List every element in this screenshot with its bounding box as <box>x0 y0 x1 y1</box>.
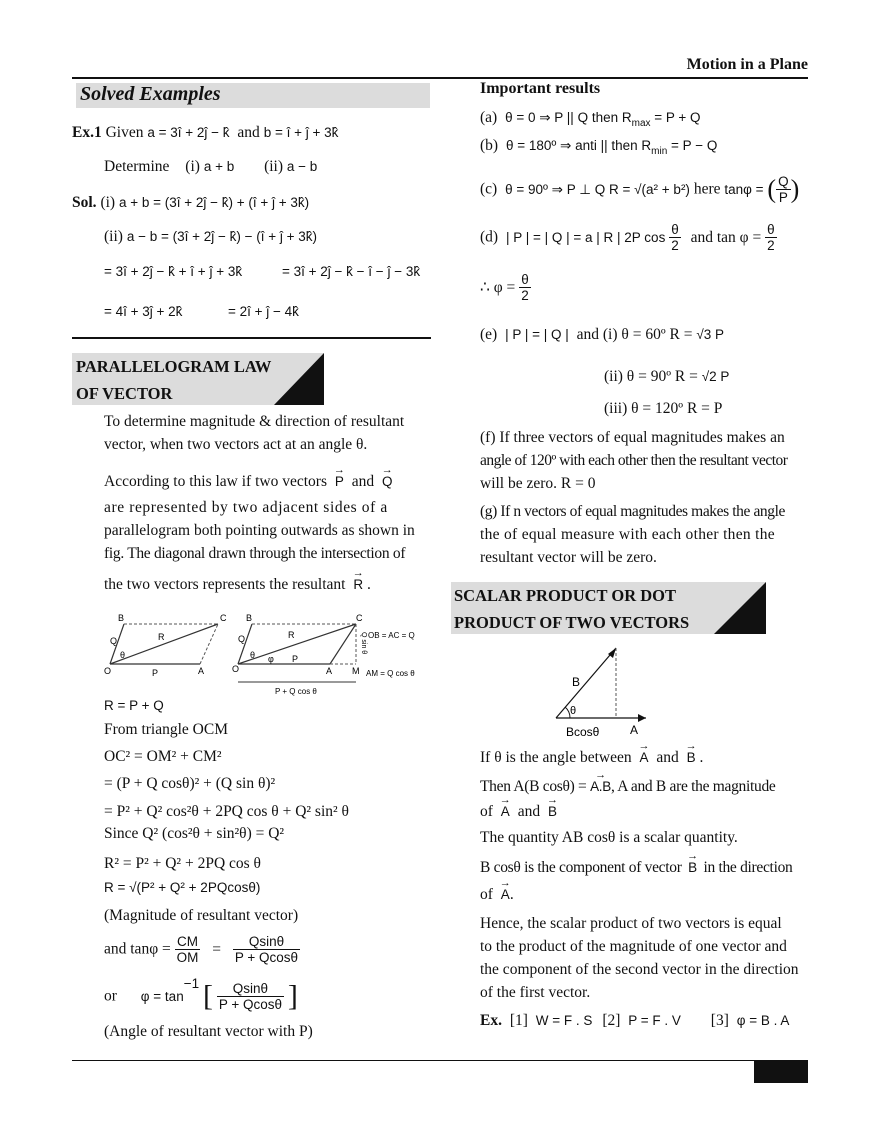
scalar-line-6: of → A. <box>480 883 514 906</box>
example-1-expr: W = F . S <box>535 1013 593 1028</box>
result-b-label: (b) <box>480 137 499 154</box>
example-1-num: [1] <box>509 1012 528 1029</box>
sol-line3a: = 3î + 2ĵ − k̂ + î + ĵ + 3k̂ <box>104 264 243 279</box>
scalar-vec-b-2: → B <box>548 800 557 823</box>
ex1-determine-line <box>104 158 317 176</box>
eq1: = (P + Q cosθ)² + (Q sin θ)² <box>104 775 276 792</box>
result-e-and: and (i) θ = 60º R = <box>576 326 693 343</box>
important-results-title: Important results <box>480 80 601 97</box>
qsin-fraction <box>233 934 300 965</box>
fig2-label-c: C <box>356 613 363 623</box>
tan-phi-line <box>104 934 300 965</box>
phi-qsin-num: Qsinθ <box>217 981 284 997</box>
part-i-label: (i) <box>185 158 200 175</box>
therefore-two: 2 <box>521 288 529 303</box>
sol-line4a: = 4î + 3ĵ + 2k̂ <box>104 304 183 319</box>
part-ii-expr: a − b <box>286 159 318 174</box>
result-e-iii: (iii) θ = 120º R = P <box>604 400 723 417</box>
footer-rule <box>72 1060 808 1061</box>
scalar-line-7: Hence, the scalar product of two vectors is equal <box>480 915 782 932</box>
law-text-5: the two vectors represents the resultant <box>104 576 346 593</box>
vector-q: → Q <box>382 470 393 493</box>
cm-num: CM <box>175 934 201 950</box>
result-c-label: (c) <box>480 180 498 198</box>
result-a-tail: = P + Q <box>650 110 701 125</box>
banner-corner-triangle <box>274 353 324 405</box>
result-e-i-val: √3 P <box>696 327 725 342</box>
parallelogram-title-2: OF VECTOR <box>76 384 173 403</box>
result-c-expr: θ = 90º ⇒ P ⊥ Q R = √(a² + b²) <box>505 181 690 197</box>
determine-word: Determine <box>104 158 170 175</box>
qsin-num: Qsinθ <box>233 934 300 950</box>
scalar-title-1: SCALAR PRODUCT OR DOT <box>454 586 677 605</box>
solved-examples-title: Solved Examples <box>80 83 221 105</box>
result-g-3: resultant vector will be zero. <box>480 549 657 566</box>
header-rule <box>72 77 808 79</box>
scalar-text-5a: B cosθ is the component of vector <box>480 859 682 876</box>
result-e-expr: | P | = | Q | <box>505 327 569 342</box>
result-c-tan: tanφ = <box>724 182 764 197</box>
eq2: = P² + Q² cos²θ + 2PQ cos θ + Q² sin² θ <box>104 803 349 820</box>
dot-product-figure <box>550 642 660 740</box>
fig2-label-p: P <box>292 654 299 664</box>
scalar-text-2a: Then A(B cosθ) = <box>480 778 587 795</box>
fig-pq: P + Q cos θ <box>275 687 317 696</box>
inverse-superscript: −1 <box>183 976 200 991</box>
result-a-sub: max <box>631 118 651 130</box>
fig-label-a: A <box>198 666 205 676</box>
therefore-theta: θ <box>521 272 529 287</box>
equals: = <box>212 940 222 958</box>
result-d-fraction-2 <box>765 222 777 253</box>
scalar-line-3 <box>480 800 557 823</box>
law-line-3: parallelogram both pointing outwards as shown in <box>104 522 415 539</box>
therefore-line <box>480 272 531 303</box>
result-d-and-tan: and tan φ = <box>690 228 762 246</box>
or-label: or <box>104 987 117 1005</box>
law-text-1: According to this law if two vectors <box>104 473 327 490</box>
sol-ii-expr: a − b = (3î + 2ĵ − k̂) − (î + ĵ + 3k̂) <box>126 229 318 244</box>
fig2-label-b: B <box>246 613 253 623</box>
result-a <box>480 109 701 129</box>
fig2-label-qsin: Q sin θ <box>360 632 367 655</box>
result-b-expr: θ = 180º ⇒ anti || then R <box>505 138 652 153</box>
example-2-expr: P = F . V <box>628 1013 681 1028</box>
fig-label-o: O <box>104 666 112 676</box>
left-section-rule <box>72 337 431 339</box>
scalar-text-3a: of <box>480 803 493 820</box>
fig-label-q: Q <box>110 636 118 646</box>
result-d-theta-2: θ <box>767 222 775 237</box>
bracket-left: [ <box>202 979 213 1013</box>
scalar-text-6a: of <box>480 886 493 903</box>
r-equals-p-plus-q: R = P + Q <box>104 698 164 713</box>
om-den: OM <box>176 950 199 965</box>
since-eq: Since Q² (cos²θ + sin²θ) = Q² <box>104 825 285 842</box>
sol-i-expr: a + b = (3î + 2ĵ − k̂) + (î + ĵ + 3k̂) <box>118 195 310 210</box>
result-b-sub: min <box>651 146 668 158</box>
sol-ii-label: (ii) <box>104 228 123 245</box>
scalar-line-5 <box>480 856 792 879</box>
example-3-num: [3] <box>710 1012 729 1029</box>
result-d-two-2: 2 <box>767 238 775 253</box>
result-e-ii <box>604 368 729 386</box>
result-d-fraction <box>669 222 681 253</box>
result-e <box>480 326 724 344</box>
law-line-2: are represented by two adjacent sides of a <box>104 499 388 516</box>
scalar-line-9: the component of the second vector in the direction <box>480 961 799 978</box>
fig-theta-label: θ <box>570 705 577 717</box>
page-number-box <box>754 1061 808 1083</box>
from-triangle: From triangle OCM <box>104 721 228 738</box>
angle-note: (Angle of resultant vector with P) <box>104 1023 313 1040</box>
scalar-line-8: to the product of the magnitude of one vector and <box>480 938 787 955</box>
fig-label-theta: θ <box>120 650 126 660</box>
scalar-line-10: of the first vector. <box>480 984 591 1001</box>
sol-line3b: = 3î + 2ĵ − k̂ − î − ĵ − 3k̂ <box>282 264 421 279</box>
scalar-line-1: If θ is the angle between → A and → B . <box>480 746 703 769</box>
result-c-q: Q <box>778 174 789 189</box>
example-3-expr: φ = B . A <box>736 1013 790 1028</box>
r-formula: R = √(P² + Q² + 2PQcosθ) <box>104 880 261 895</box>
ex1-line <box>72 124 338 142</box>
scalar-text-1: If θ is the angle between <box>480 749 632 766</box>
law-and: and <box>351 473 375 490</box>
parallelogram-figure <box>100 612 430 696</box>
scalar-vec-a-2: → A <box>501 800 510 823</box>
scalar-line-4: The quantity AB cosθ is a scalar quantity. <box>480 829 738 846</box>
r2-eq: R² = P² + Q² + 2PQ cos θ <box>104 855 261 872</box>
part-i-expr: a + b <box>203 159 235 174</box>
fig2-label-a: A <box>326 666 333 676</box>
result-c: (c) θ = 90º ⇒ P ⊥ Q R = √(a² + b²) here tanφ = ( $\frac{Q}{P}$ ) <box>480 174 800 205</box>
result-d-two: 2 <box>671 238 679 253</box>
therefore-fraction <box>519 272 531 303</box>
result-f-1: (f) If three vectors of equal magnitudes makes an <box>480 429 785 446</box>
phi-line <box>104 976 298 1013</box>
result-g-2: the of equal measure with each other then the <box>480 526 775 543</box>
fig-ob-ac: OB = AC = Q <box>368 631 415 640</box>
intro-line-1: To determine magnitude & direction of resultant <box>104 413 405 430</box>
result-c-fraction <box>776 174 791 205</box>
parallelogram-title-1: PARALLELOGRAM LAW <box>76 357 272 376</box>
sol-line-i <box>72 194 309 212</box>
scalar-banner-corner-triangle <box>714 582 766 634</box>
ex1-a-expr: a = 3î + 2ĵ − k̂ <box>147 125 230 140</box>
scalar-text-5b: in the direction <box>703 859 793 876</box>
result-b-tail: = P − Q <box>667 138 718 153</box>
fig2-label-m: M <box>352 666 360 676</box>
running-header: Motion in a Plane <box>686 56 808 73</box>
intro-line-2: vector, when two vectors act at an angle θ. <box>104 436 368 453</box>
examples-label: Ex. <box>480 1012 502 1029</box>
bracket-right: ] <box>287 979 298 1013</box>
result-e-ii-text: (ii) θ = 90º R = <box>604 368 698 385</box>
fig2-label-o: O <box>232 664 240 674</box>
law-line-4: fig. The diagonal drawn through the intersection of <box>104 545 406 562</box>
result-d-theta: θ <box>671 222 679 237</box>
fig-label-b: B <box>118 613 125 623</box>
law-line-1 <box>104 470 393 493</box>
therefore-label: ∴ φ = <box>480 279 516 296</box>
scalar-line-2 <box>480 775 775 798</box>
scalar-title-2: PRODUCT OF TWO VECTORS <box>454 613 690 632</box>
ex1-label: Ex.1 <box>72 124 102 141</box>
result-c-here: here <box>693 180 721 198</box>
fig-am: AM = Q cos θ <box>366 669 415 678</box>
sol-i-label: (i) <box>100 194 116 211</box>
cm-om-fraction <box>175 934 201 965</box>
vector-r: → R <box>353 573 363 596</box>
result-g-1: (g) If n vectors of equal magnitudes makes the angle <box>480 503 786 520</box>
part-ii-label: (ii) <box>264 158 284 175</box>
ex1-b-expr: b = î + ĵ + 3k̂ <box>263 125 339 140</box>
phi-fraction <box>217 981 284 1012</box>
phi-tan-label: φ = tan <box>140 988 184 1004</box>
scalar-and-3: and <box>517 803 541 820</box>
examples-line <box>480 1012 789 1030</box>
vector-p: → P <box>335 470 344 493</box>
result-f-3: will be zero. R = 0 <box>480 475 596 492</box>
fig2-label-r: R <box>288 630 295 640</box>
fig2-label-q: Q <box>238 634 246 644</box>
magnitude-note: (Magnitude of resultant vector) <box>104 907 299 924</box>
fig-bcos-label: Bcosθ <box>566 725 600 739</box>
result-a-label: (a) <box>480 109 498 126</box>
fig-label-p: P <box>152 668 159 678</box>
result-e-label: (e) <box>480 326 498 343</box>
scalar-text-2b: , A and B are the magnitude <box>610 778 776 795</box>
oc2-eq: OC² = OM² + CM² <box>104 748 222 765</box>
result-d <box>480 222 777 253</box>
scalar-vec-b-3: → B <box>688 856 697 879</box>
result-d-label: (d) <box>480 228 499 246</box>
result-c-p: P <box>778 190 788 205</box>
scalar-vec-ab: → A.B <box>590 775 611 798</box>
scalar-and-1: and <box>656 749 679 766</box>
result-b <box>480 137 717 157</box>
fig-b-label: B <box>572 675 581 689</box>
law-line-5: the two vectors represents the resultant → R . <box>104 573 371 596</box>
sol-line-ii <box>104 228 317 246</box>
fig2-label-theta: θ <box>250 650 256 660</box>
sol-line4b: = 2î + ĵ − 4k̂ <box>228 304 299 319</box>
result-d-expr: | P | = | Q | = a | R | 2P cos <box>505 230 666 245</box>
result-e-ii-val: √2 P <box>701 369 730 384</box>
pqcos-den: P + Qcosθ <box>234 950 299 965</box>
ex1-given: Given <box>105 124 144 141</box>
fig-label-c: C <box>220 613 227 623</box>
ex1-and: and <box>237 124 260 141</box>
sol-label: Sol. <box>72 194 97 211</box>
fig-label-r: R <box>158 632 165 642</box>
scalar-vec-a: → A <box>639 746 648 769</box>
phi-pqcos-den: P + Qcosθ <box>218 996 283 1012</box>
example-2-num: [2] <box>602 1012 621 1029</box>
result-f-2: angle of 120º with each other then the resultant vector <box>480 452 788 469</box>
result-a-expr: θ = 0 ⇒ P || Q then R <box>505 110 632 125</box>
fig-a-label: A <box>630 723 639 737</box>
scalar-vec-b: → B <box>687 746 696 769</box>
and-tan-label: and tanφ = <box>104 940 171 958</box>
scalar-vec-a-3: → A <box>501 883 510 906</box>
fig2-label-phi: φ <box>268 654 274 664</box>
